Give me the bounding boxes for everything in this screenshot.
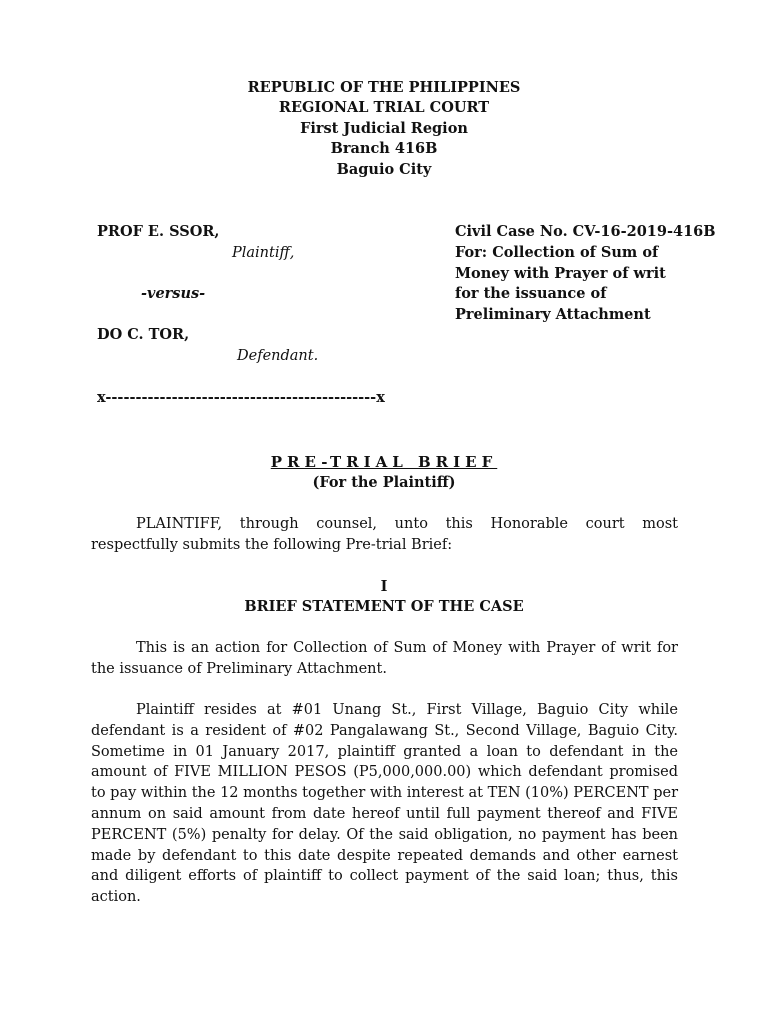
defendant-role: Defendant. — [237, 348, 319, 364]
document-title: PRE-TRIAL BRIEF — [270, 453, 498, 471]
case-for-line2: Money with Prayer of writ — [455, 265, 666, 282]
header-city: Baguio City — [336, 161, 432, 178]
statement-paragraph-1: This is an action for Collection of Sum of Money with Prayer of writ for the issuance of Preliminary Attachment. — [91, 640, 678, 677]
header-republic: REPUBLIC OF THE PHILIPPINES — [247, 79, 521, 96]
statement-paragraph-2: Plaintiff resides at #01 Unang St., First Village, Baguio City while defendant is a resident of #02 Pangalawang St., Second Village, Baguio City. Sometime in 01 January 2017, plaintiff granted a loan to defendant in the amount of FIVE MILLION PESOS (P5,000,000.00) which defendant promised to pay within the 12 months together with interest at TEN (10%) PERCENT per annum on said amount from date hereof until full payment thereof and FIVE PERCENT (5%) penalty for delay. Of the said obligation, no payment has been made by defendant to this date despite repeated demands and other earnest and diligent efforts of plaintiff to collect payment of the said loan; thus, this action. — [91, 702, 678, 906]
case-for-line1: For: Collection of Sum of — [455, 244, 659, 261]
case-for-line4: Preliminary Attachment — [455, 306, 651, 323]
document-subtitle: (For the Plaintiff) — [312, 474, 456, 491]
section-number: I — [380, 578, 388, 595]
section-heading: BRIEF STATEMENT OF THE CASE — [244, 598, 524, 615]
intro-paragraph: PLAINTIFF, through counsel, unto this Honorable court most respectfully submits the following Pre-trial Brief: — [91, 516, 678, 553]
versus-label: -versus- — [141, 285, 206, 302]
header-region: First Judicial Region — [300, 120, 468, 137]
caption-separator: x---------------------------------------------x — [97, 389, 385, 406]
defendant-name: DO C. TOR, — [97, 326, 190, 343]
case-for-line3: for the issuance of — [455, 285, 607, 302]
case-number: Civil Case No. CV-16-2019-416B — [455, 223, 716, 240]
plaintiff-role: Plaintiff, — [232, 245, 295, 261]
header-branch: Branch 416B — [330, 140, 438, 157]
header-court: REGIONAL TRIAL COURT — [278, 99, 490, 116]
plaintiff-name: PROF E. SSOR, — [97, 223, 220, 240]
